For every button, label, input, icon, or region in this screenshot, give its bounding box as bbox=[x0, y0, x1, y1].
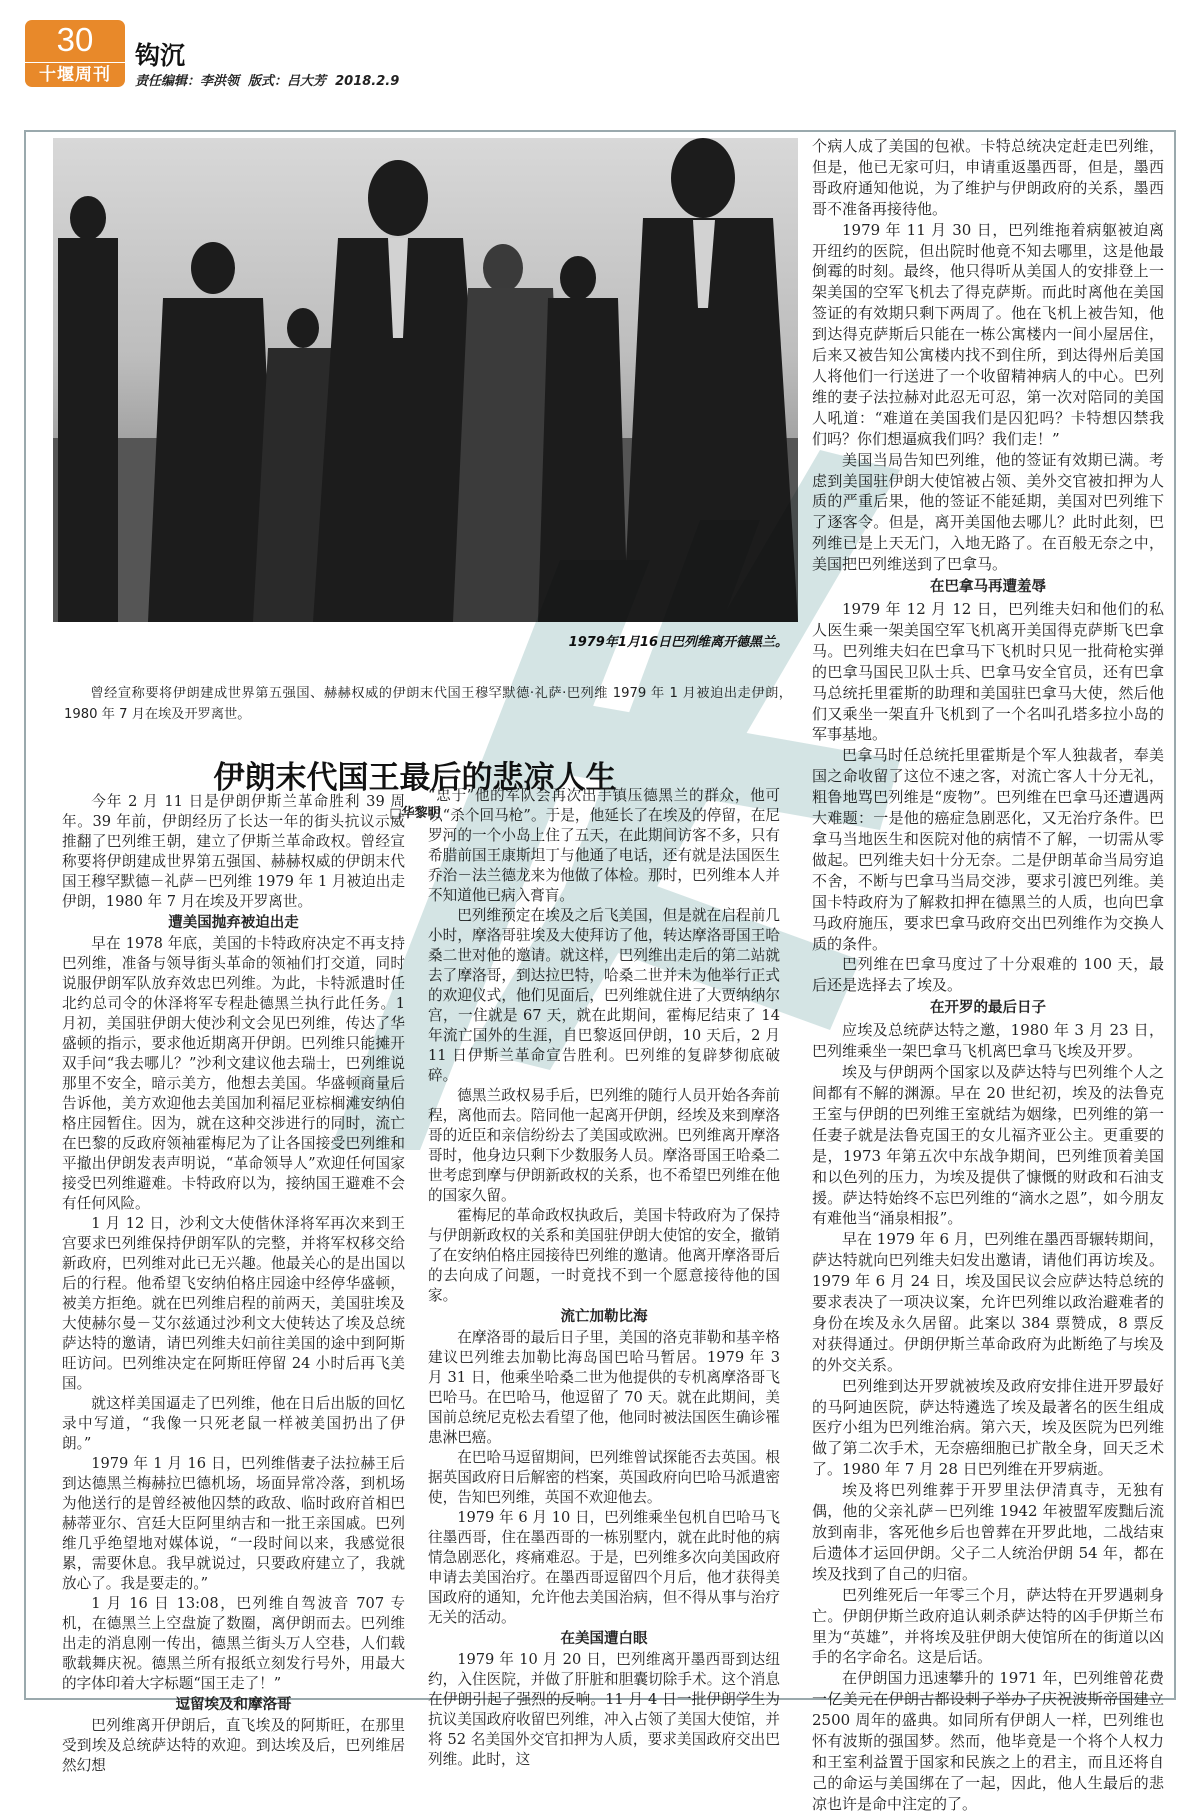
article-paragraph: 个病人成了美国的包袱。卡特总统决定赶走巴列维，但是，他已无家可归，申请重返墨西哥，但是，墨西哥政府通知他说，为了维护与伊朗政府的关系，墨西哥不准备再接待他。 bbox=[812, 137, 1164, 218]
article-paragraph: 就这样美国逼走了巴列维，他在日后出版的回忆录中写道，“我像一只死老鼠一样被美国扔出了伊朗。” bbox=[62, 1395, 405, 1452]
article-column-left bbox=[62, 792, 405, 1776]
article-paragraph: 1979 年 6 月 10 日，巴列维乘坐包机自巴哈马飞往墨西哥，住在墨西哥的一栋别墅内，就在此时他的病情急剧恶化，疼痛难忍。于是，巴列维多次向美国政府申请去美国治疗。在墨西哥逗留四个月后，他才获得美国政府的通知，允许他去美国治病，但不得从事与治疗无关的活动。 bbox=[428, 1509, 780, 1626]
article-paragraph: 在摩洛哥的最后日子里，美国的洛克菲勒和基辛格建议巴列维去加勒比海岛国巴哈马暂居。1979 年 3 月 31 日，他乘坐哈桑二世为他提供的专机离摩洛哥飞巴哈马。在巴哈马，他逗留了 70 天。就在此期间，美国前总统尼克松去看望了他，他同时被法国医生确诊罹患淋巴癌。 bbox=[428, 1329, 780, 1446]
article-paragraph: 早在 1978 年底，美国的卡特政府决定不再支持巴列维，准备与领导街头革命的领袖们打交道，同时说服伊朗军队放弃效忠巴列维。为此，卡特派遣时任北约总司令的休泽将军专程赴德黑兰执行此任务。1 月初，美国驻伊朗大使沙利文会见巴列维，传达了华盛顿的指示，要求他近期离开伊朗。巴列维只能摊开双手问“我去哪儿？”沙利文建议他去瑞士，巴列维说那里不安全，暗示美方，他想去美国。华盛顿商量后告诉他，美方欢迎他去美国加利福尼亚棕榈滩安纳伯格庄园暂住。因为，就在这种交涉进行的同时，流亡在巴黎的反政府领袖霍梅尼为了让各国接受巴列维和平撤出伊朗发表声明说，“革命领导人”欢迎任何国家接受巴列维避难。卡特政府以为，接纳国王避难不会有任何风险。 bbox=[62, 935, 405, 1212]
article-paragraph: 巴列维离开伊朗后，直飞埃及的阿斯旺，在那里受到埃及总统萨达特的欢迎。到达埃及后，巴列维居然幻想 bbox=[62, 1717, 405, 1774]
article-paragraph: 1979 年 12 月 12 日，巴列维夫妇和他们的私人医生乘一架美国空军飞机离开美国得克萨斯飞巴拿马。巴列维夫妇在巴拿马下飞机时只见一批荷枪实弹的巴拿马国民卫队士兵、巴拿马安全官员，还有巴拿马总统托里霍斯的助理和美国驻巴拿马大使，然后他们又乘坐一架直升飞机到了一个名叫孔塔多拉小岛的军事基地。 bbox=[812, 600, 1164, 744]
article-paragraph: 巴列维到达开罗就被埃及政府安排住进开罗最好的马阿迪医院，萨达特遴选了埃及最著名的医生组成医疗小组为巴列维治病。第六天，埃及医院为巴列维做了第二次手术，无奈癌细胞已扩散全身，回天乏术了。1980 年 7 月 28 日巴列维在开罗病逝。 bbox=[812, 1376, 1164, 1479]
article-column-middle bbox=[428, 786, 780, 1770]
article-paragraph: 埃及将巴列维葬于开罗里法伊清真寺，无独有偶，他的父亲礼萨－巴列维 1942 年被盟军废黜后流放到南非，客死他乡后也曾葬在开罗此地，二战结束后遗体才运回伊朗。父子二人统治伊朗 54 年，都在埃及找到了自己的归宿。 bbox=[812, 1481, 1164, 1583]
article-paragraph: 1979 年 1 月 16 日，巴列维偕妻子法拉赫王后到达德黑兰梅赫拉巴德机场，场面异常冷落，到机场为他送行的是曾经被他囚禁的政敌、临时政府首相巴赫蒂亚尔、宫廷大臣阿里纳吉和一批王亲国戚。巴列维几乎绝望地对媒体说，“一段时间以来，我感觉很累，需要休息。我早就说过，只要政府建立了，我就放心了。我是要走的。” bbox=[62, 1455, 405, 1592]
article-paragraph: 巴列维死后一年零三个月，萨达特在开罗遇刺身亡。伊朗伊斯兰政府追认刺杀萨达特的凶手伊斯兰布里为“英雄”，并将埃及驻伊朗大使馆所在的街道以凶手的名字命名。这是后话。 bbox=[812, 1585, 1164, 1667]
section-heading: 在美国遭白眼 bbox=[560, 1631, 648, 1647]
article-paragraph: 巴列维在巴拿马度过了十分艰难的 100 天，最后还是选择去了埃及。 bbox=[812, 955, 1164, 995]
section-heading: 流亡加勒比海 bbox=[560, 1309, 648, 1325]
article-paragraph: 1 月 12 日，沙利文大使偕休泽将军再次来到王宫要求巴列维保持伊朗军队的完整，并将军权移交给新政府，巴列维对此已无兴趣。他最关心的是出国以后的行程。他希望飞安纳伯格庄园途中经停华盛顿，被美方拒绝。就在巴列维启程的前两天，美国驻埃及大使赫尔曼－艾尔兹通过沙利文大使转达了埃及总统萨达特的邀请，请巴列维夫妇前往美国的途中到阿斯旺访问。巴列维决定在阿斯旺停留 24 小时后再飞美国。 bbox=[62, 1215, 405, 1392]
section-heading: 逗留埃及和摩洛哥 bbox=[175, 1697, 292, 1713]
page-number: 30 bbox=[25, 20, 125, 63]
article-title: 伊朗末代国王最后的悲凉人生 bbox=[213, 760, 617, 796]
article-paragraph: 1979 年 10 月 20 日，巴列维离开墨西哥到达纽约，入住医院，并做了肝脏和胆囊切除手术。这个消息在伊朗引起了强烈的反响。11 月 4 日一批伊朗学生为抗议美国政府收留巴列维，冲入占领了美国大使馆，并将 52 名美国外交官扣押为人质，要求美国政府交出巴列维。此时，这 bbox=[428, 1651, 780, 1768]
article-paragraph: 美国当局告知巴列维，他的签证有效期已满。考虑到美国驻伊朗大使馆被占领、美外交官被扣押为人质的严重后果，他的签证不能延期，美国对巴列维下了逐客令。但是，离开美国他去哪儿？此时此刻，巴列维已是上天无门，入地无路了。在百般无奈之中，美国把巴列维送到了巴拿马。 bbox=[812, 450, 1164, 574]
section-title: 钩沉 bbox=[135, 41, 186, 70]
article-paragraph: 应埃及总统萨达特之邀，1980 年 3 月 23 日，巴列维乘坐一架巴拿马飞机离巴拿马飞埃及开罗。 bbox=[812, 1021, 1164, 1061]
photo-image bbox=[53, 138, 798, 622]
page-number-badge bbox=[25, 20, 125, 87]
article-paragraph: “忠于”他的军队会再次出手镇压德黑兰的群众，他可以“杀个回马枪”。于是，他延长了在埃及的停留，在尼罗河的一个小岛上住了五天，在此期间访客不多，只有希腊前国王康斯坦丁与他通了电话，还有就是法国医生乔治－法兰德龙来为他做了体检。那时，巴列维本人并不知道他已病入膏肓。 bbox=[428, 787, 780, 904]
article-lead: 曾经宣称要将伊朗建成世界第五强国、赫赫权威的伊朗末代国王穆罕默德·礼萨·巴列维 1979 年 1 月被迫出走伊朗，1980 年 7 月在埃及开罗离世。 bbox=[64, 686, 792, 722]
news-photo bbox=[53, 138, 798, 622]
article-column-right bbox=[812, 136, 1164, 1815]
article-paragraph: 德黑兰政权易手后，巴列维的随行人员开始各奔前程，离他而去。陪同他一起离开伊朗，经埃及来到摩洛哥的近臣和亲信纷纷去了美国或欧洲。巴列维离开摩洛哥时，他身边只剩下少数服务人员。摩洛哥国王哈桑二世考虑到摩与伊朗新政权的关系，也不希望巴列维在他的国家久留。 bbox=[428, 1087, 780, 1204]
photo-caption: 1979年1月16日巴列维离开德黑兰。 bbox=[568, 635, 788, 650]
article-paragraph: 早在 1979 年 6 月，巴列维在墨西哥辗转期间，萨达特就向巴列维夫妇发出邀请，请他们再访埃及。1979 年 6 月 24 日，埃及国民议会应萨达特总统的要求表决了一项决议案，允许巴列维以政治避难者的身份在埃及永久居留。此案以 384 票赞成，8 票反对获得通过。伊朗伊斯兰革命政府为此断绝了与埃及的外交关系。 bbox=[812, 1230, 1164, 1374]
section-heading: 在开罗的最后日子 bbox=[930, 1000, 1046, 1017]
article-paragraph: 巴拿马时任总统托里霍斯是个军人独裁者，奉美国之命收留了这位不速之客，对流亡客人十分无礼，粗鲁地骂巴列维是“废物”。巴列维在巴拿马还遭遇两大难题：一是他的癌症急剧恶化，又无治疗条件。巴拿马当地医生和医院对他的病情不了解，一切需从零做起。巴列维夫妇十分无奈。二是伊朗革命当局穷追不舍，不断与巴拿马当局交涉，要求引渡巴列维。美国卡特政府为了解救扣押在德黑兰的人质，也向巴拿马政府施压，要求巴拿马政府交出巴列维作为交换人质的条件。 bbox=[812, 746, 1164, 953]
article-paragraph: 霍梅尼的革命政权执政后，美国卡特政府为了保持与伊朗新政权的关系和美国驻伊朗大使馆的安全，撤销了在安纳伯格庄园接待巴列维的邀请。他离开摩洛哥后的去向成了问题，一时竟找不到一个愿意接待他的国家。 bbox=[428, 1207, 780, 1304]
article-paragraph: 今年 2 月 11 日是伊朗伊斯兰革命胜利 39 周年。39 年前，伊朗经历了长达一年的街头抗议示威推翻了巴列维王朝，建立了伊斯兰革命政权。曾经宣称要将伊朗建成世界第五强国、赫赫权威的伊朗末代国王穆罕默德－礼萨－巴列维 1979 年 1 月被迫出走伊朗，1980 年 7 月在埃及开罗离世。 bbox=[62, 793, 405, 910]
editor-credits: 责任编辑：李洪领 版式：吕大芳 2018.2.9 bbox=[135, 74, 400, 89]
publication-name: 十堰周刊 bbox=[39, 65, 111, 85]
article-paragraph: 在巴哈马逗留期间，巴列维曾试探能否去英国。根据英国政府日后解密的档案，英国政府向巴哈马派遣密使，告知巴列维，英国不欢迎他去。 bbox=[428, 1449, 780, 1506]
article-byline: □华黎明 bbox=[389, 806, 441, 821]
article-paragraph: 1979 年 11 月 30 日，巴列维拖着病躯被迫离开纽约的医院，但出院时他竟不知去哪里，这是他最倒霉的时刻。最终，他只得听从美国人的安排登上一架美国的空军飞机去了得克萨斯。而此时离他在美国签证的有效期只剩下两周了。他在飞机上被告知，他到达得克萨斯后只能在一栋公寓楼内一间小屋居住，后来又被告知公寓楼内找不到住所，到达得州后美国人将他们一行送进了一个收留精神病人的中心。巴列维的妻子法拉赫对此忍无可忍，第一次对陪同的美国人吼道：“难道在美国我们是囚犯吗？卡特想囚禁我们吗？你们想逼疯我们吗？我们走！” bbox=[812, 220, 1164, 448]
section-heading: 遭美国抛弃被迫出走 bbox=[168, 915, 299, 931]
article-paragraph: 1 月 16 日 13:08，巴列维自驾波音 707 专机，在德黑兰上空盘旋了数圈，离伊朗而去。巴列维出走的消息刚一传出，德黑兰街头万人空巷，人们载歌载舞庆祝。德黑兰所有报纸立刻发行号外，用最大的字体印着大字标题“国王走了！” bbox=[62, 1595, 405, 1692]
section-heading: 在巴拿马再遭羞辱 bbox=[930, 579, 1046, 596]
article-paragraph: 巴列维预定在埃及之后飞美国，但是就在启程前几小时，摩洛哥驻埃及大使拜访了他，转达摩洛哥国王哈桑二世对他的邀请。就这样，巴列维出走后的第二站就去了摩洛哥，到达拉巴特，哈桑二世并未为他举行正式的欢迎仪式，他们见面后，巴列维就住进了大贾纳纳尔宫，一住就是 67 天，就在此期间，霍梅尼结束了 14 年流亡国外的生涯，自巴黎返回伊朗，10 天后，2 月 11 日伊斯兰革命宣告胜利。巴列维的复辟梦彻底破碎。 bbox=[428, 907, 780, 1084]
article-paragraph: 在伊朗国力迅速攀升的 1971 年，巴列维曾花费一亿美元在伊朗古都设剌子举办了庆祝波斯帝国建立 2500 周年的盛典。如同所有伊朗人一样，巴列维也怀有波斯的强国梦。然而，他毕竟是一个将个人权力和王室利益置于国家和民族之上的君主，而且还将自己的命运与美国绑在了一起，因此，他人生最后的悲凉也许是命中注定的了。 bbox=[812, 1669, 1164, 1813]
article-paragraph: 埃及与伊朗两个国家以及萨达特与巴列维个人之间都有不解的渊源。早在 20 世纪初，埃及的法鲁克王室与伊朗的巴列维王室就结为姻缘，巴列维的第一任妻子就是法鲁克国王的女儿福齐亚公主。更重要的是，1973 年第五次中东战争期间，巴列维顶着美国和以色列的压力，为埃及提供了慷慨的财政和石油支援。萨达特始终不忘巴列维的“滴水之恩”，如今朋友有难他当“涌泉相报”。 bbox=[812, 1063, 1164, 1228]
